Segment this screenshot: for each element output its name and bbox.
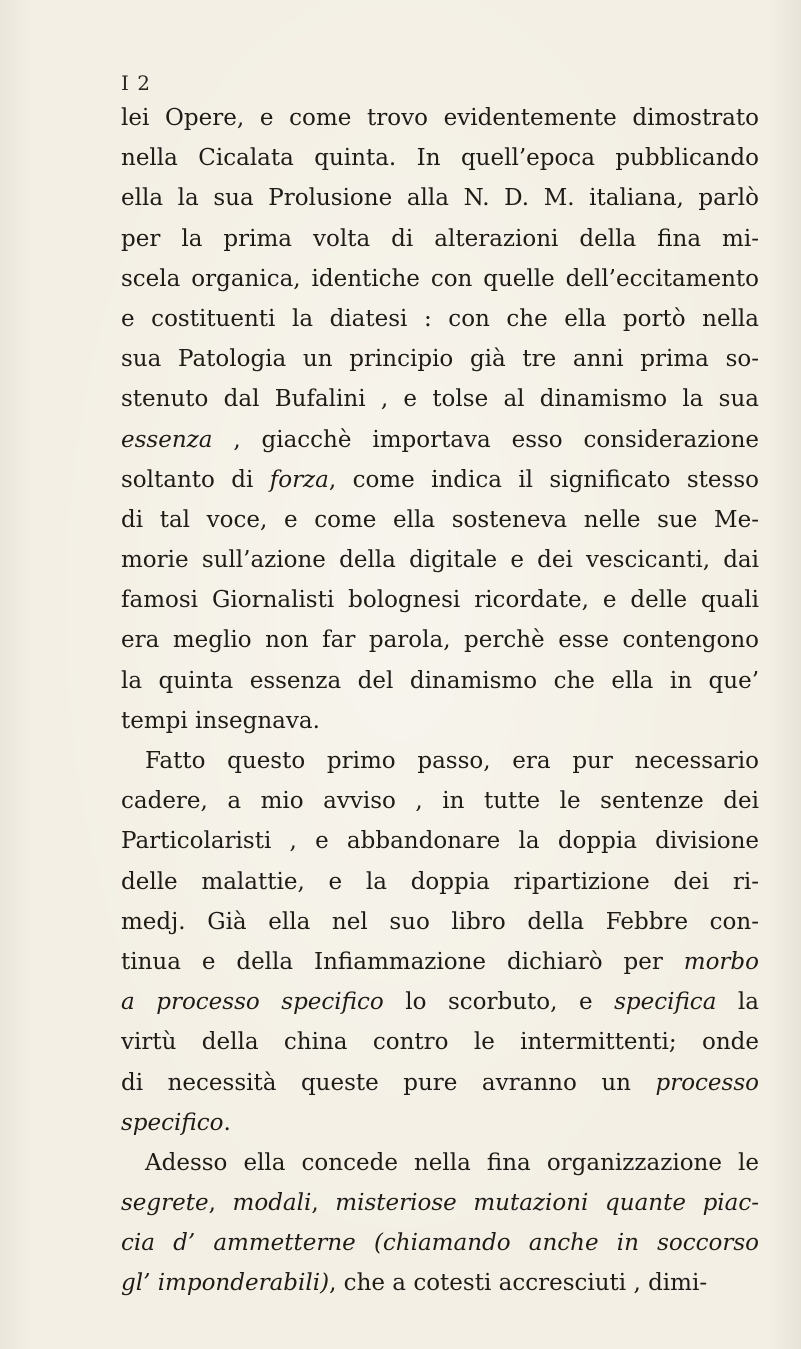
text-line bbox=[121, 661, 759, 701]
text-line bbox=[121, 259, 759, 299]
text-line bbox=[121, 942, 759, 982]
text-segment: sua Patologia un principio già tre anni prima so- bbox=[121, 346, 759, 373]
text-line bbox=[121, 98, 759, 138]
text-segment: medj. Già ella nel suo libro della Febbre con- bbox=[121, 908, 759, 935]
text-line bbox=[121, 1263, 759, 1303]
text-line bbox=[121, 1183, 759, 1223]
italic-text: gl’ imponderabili) bbox=[121, 1270, 330, 1297]
text-line bbox=[121, 420, 759, 460]
text-segment: tinua e della Infiammazione dichiarò per bbox=[121, 948, 684, 975]
text-line bbox=[121, 219, 759, 259]
page-number: I 2 bbox=[121, 71, 151, 95]
text-segment: , giacchè importava esso considerazione bbox=[212, 426, 759, 453]
text-line bbox=[121, 701, 759, 741]
italic-text: essenza bbox=[121, 426, 213, 453]
text-line bbox=[121, 580, 759, 620]
text-line bbox=[121, 1103, 759, 1143]
text-segment: . bbox=[223, 1109, 231, 1136]
text-line bbox=[121, 540, 759, 580]
text-segment: scela organica, identiche con quelle dell’eccitamento bbox=[121, 265, 759, 292]
text-segment: cadere, a mio avviso , in tutte le sentenze dei bbox=[121, 788, 759, 815]
text-segment: stenuto dal Bufalini , e tolse al dinamismo la sua bbox=[121, 386, 759, 413]
text-segment: tempi insegnava. bbox=[121, 707, 320, 734]
text-segment: Adesso ella concede nella fina organizzazione le bbox=[145, 1149, 759, 1176]
text-line bbox=[121, 138, 759, 178]
italic-text: morbo bbox=[683, 948, 759, 975]
text-segment: soltanto di bbox=[121, 466, 270, 493]
text-segment: virtù della china contro le intermittenti; onde bbox=[121, 1029, 759, 1056]
text-segment: , bbox=[208, 1190, 233, 1217]
text-line bbox=[121, 339, 759, 379]
text-segment: , bbox=[311, 1190, 336, 1217]
text-line bbox=[121, 781, 759, 821]
text-line bbox=[121, 741, 759, 781]
text-line bbox=[121, 620, 759, 660]
text-segment: e costituenti la diatesi : con che ella portò nella bbox=[121, 305, 759, 332]
text-segment: lei Opere, e come trovo evidentemente dimostrato bbox=[121, 105, 759, 131]
italic-text: segrete bbox=[121, 1190, 209, 1217]
text-segment: morie sull’azione della digitale e dei vescicanti, dai bbox=[121, 547, 759, 574]
text-line bbox=[121, 902, 759, 942]
text-line bbox=[121, 1143, 759, 1183]
text-line bbox=[121, 821, 759, 861]
text-line bbox=[121, 982, 759, 1022]
italic-text: forza bbox=[269, 466, 329, 493]
text-segment: lo scorbuto, e bbox=[383, 989, 615, 1016]
text-line bbox=[121, 500, 759, 540]
text-segment: di necessità queste pure avranno un bbox=[121, 1069, 656, 1096]
text-segment: , come indica il significato stesso bbox=[328, 466, 759, 493]
text-segment: , che a cotesti accresciuti , dimi- bbox=[329, 1270, 708, 1297]
text-line bbox=[121, 299, 759, 339]
text-segment: Particolaristi , e abbandonare la doppia divisione bbox=[121, 828, 759, 855]
text-segment: delle malattie, e la doppia ripartizione dei ri- bbox=[121, 868, 759, 895]
italic-text: misteriose mutazioni quante piac- bbox=[335, 1190, 759, 1217]
text-segment: era meglio non far parola, perchè esse contengono bbox=[121, 627, 759, 654]
text-line bbox=[121, 862, 759, 902]
text-segment: la quinta essenza del dinamismo che ella in que’ bbox=[121, 667, 759, 694]
text-segment: ella la sua Prolusione alla N. D. M. italiana, parlò bbox=[121, 185, 759, 212]
italic-text: cia d’ ammetterne (chiamando anche in soccorso bbox=[121, 1230, 759, 1257]
text-segment: nella Cicalata quinta. In quell’epoca pubblicando bbox=[121, 145, 759, 172]
text-line bbox=[121, 178, 759, 218]
italic-text: specifico bbox=[121, 1109, 224, 1136]
text-line bbox=[121, 1022, 759, 1062]
text-segment: famosi Giornalisti bolognesi ricordate, e delle quali bbox=[121, 587, 759, 614]
text-segment: per la prima volta di alterazioni della fina mi- bbox=[121, 225, 759, 252]
text-segment: la bbox=[716, 989, 759, 1016]
italic-text: specifica bbox=[614, 989, 717, 1016]
text-line bbox=[121, 460, 759, 500]
italic-text: processo bbox=[655, 1069, 759, 1096]
text-line bbox=[121, 1223, 759, 1263]
body-text bbox=[121, 98, 759, 1304]
italic-text: a processo specifico bbox=[121, 989, 384, 1016]
italic-text: modali bbox=[232, 1190, 312, 1217]
text-line bbox=[121, 1063, 759, 1103]
text-line bbox=[121, 379, 759, 419]
text-segment: di tal voce, e come ella sosteneva nelle sue Me- bbox=[121, 506, 759, 533]
text-segment: Fatto questo primo passo, era pur necessario bbox=[145, 748, 759, 774]
